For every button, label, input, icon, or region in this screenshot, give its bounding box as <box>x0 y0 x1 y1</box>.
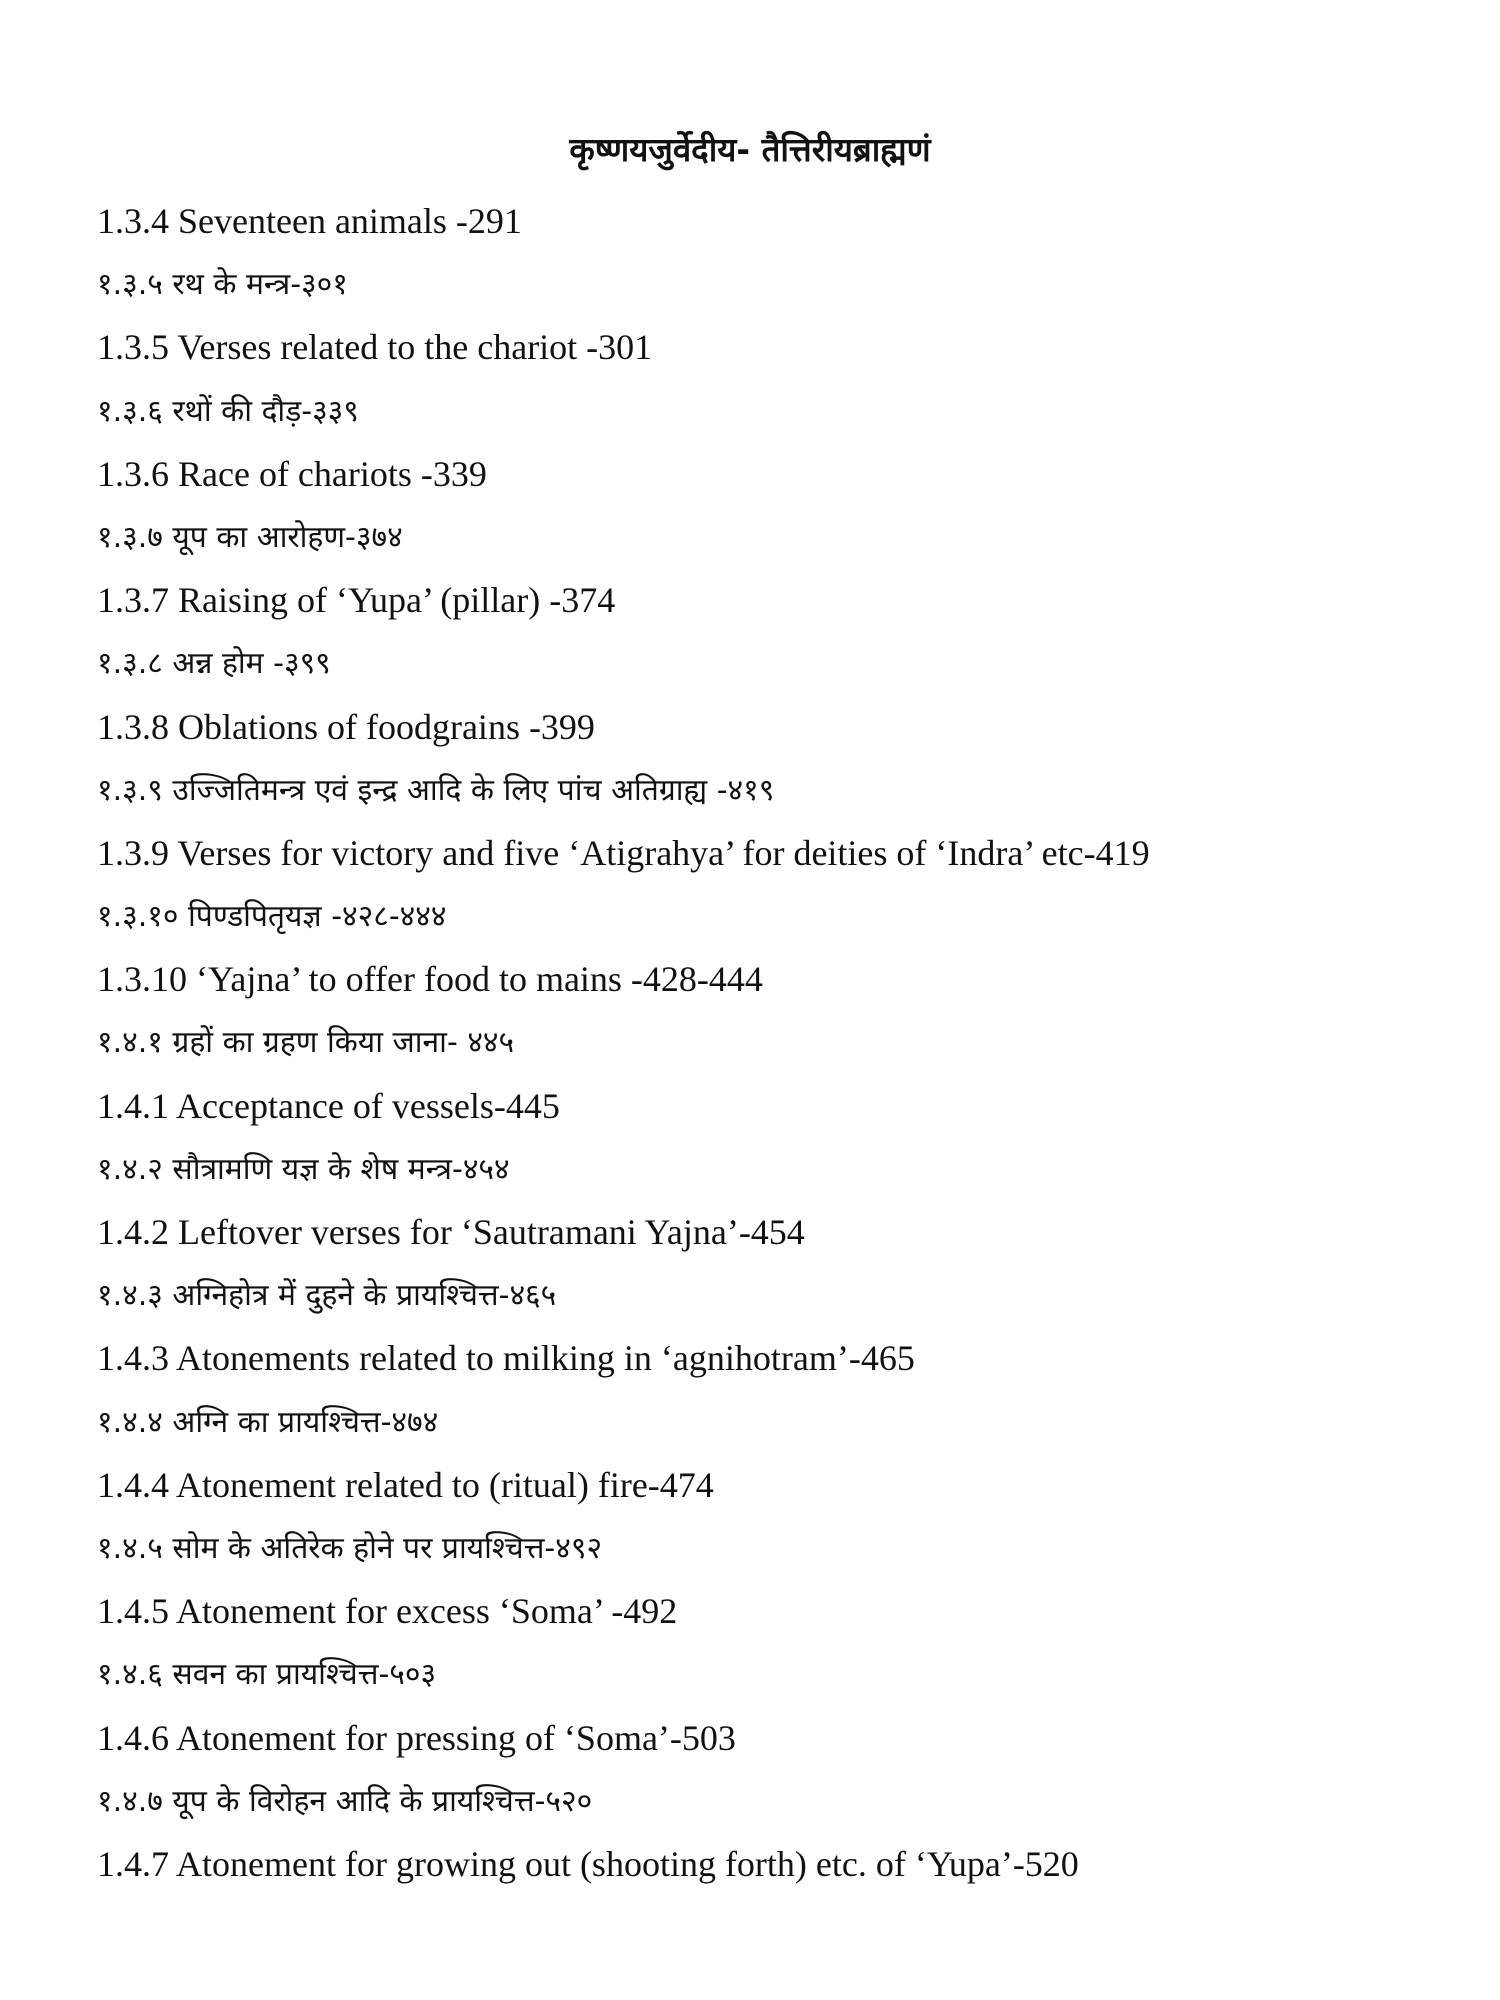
list-item: १.४.१ ग्रहों का ग्रहण किया जाना- ४४५ <box>97 1025 515 1061</box>
list-item: १.४.७ यूप के विरोहन आदि के प्रायश्चित्त-५२० <box>97 1783 593 1819</box>
list-item: 1.3.7 Raising of ‘Yupa’ (pillar) -374 <box>97 580 616 621</box>
list-item: १.३.८ अन्न होम -३९९ <box>97 646 331 682</box>
list-item: 1.3.4 Seventeen animals -291 <box>97 201 522 241</box>
list-item: 1.4.3 Atonements related to milking in ‘agnihotram’-465 <box>97 1338 915 1379</box>
list-item: 1.4.2 Leftover verses for ‘Sautramani Yajna’-454 <box>97 1212 805 1252</box>
list-item: १.३.७ यूप का आरोहण-३७४ <box>97 519 403 555</box>
list-item: १.४.५ सोम के अतिरेक होने पर प्रायश्चित्त-४९२ <box>97 1530 603 1566</box>
list-item: १.४.६ सवन का प्रायश्चित्त-५०३ <box>97 1657 437 1693</box>
list-item: १.३.५ रथ के मन्त्र-३०१ <box>97 267 348 303</box>
list-item: 1.4.4 Atonement related to (ritual) fire-474 <box>97 1464 714 1505</box>
list-item: १.४.३ अग्निहोत्र में दुहने के प्रायश्चित्त-४६५ <box>97 1278 557 1314</box>
entry-list <box>97 190 1477 1896</box>
list-item: १.३.९ उज्जितिमन्त्र एवं इन्द्र आदि के लिए पांच अतिग्राह्य -४१९ <box>97 772 775 808</box>
list-item: 1.3.10 ‘Yajna’ to offer food to mains -428-444 <box>97 959 763 1000</box>
list-item: 1.4.6 Atonement for pressing of ‘Soma’-503 <box>97 1717 736 1758</box>
list-item: 1.4.1 Acceptance of vessels-445 <box>97 1085 560 1126</box>
list-item: 1.4.5 Atonement for excess ‘Soma’ -492 <box>97 1591 678 1632</box>
list-item: १.३.६ रथों की दौड़-३३९ <box>97 393 359 429</box>
list-item: 1.4.7 Atonement for growing out (shooting forth) etc. of ‘Yupa’-520 <box>97 1843 1079 1884</box>
list-item: 1.3.5 Verses related to the chariot -301 <box>97 327 653 368</box>
list-item: १.४.४ अग्नि का प्रायश्चित्त-४७४ <box>97 1404 439 1440</box>
list-item: १.३.१० पिण्डपितृयज्ञ -४२८-४४४ <box>97 899 447 935</box>
list-item: 1.3.9 Verses for victory and five ‘Atigrahya’ for deities of ‘Indra’ etc-419 <box>97 832 1150 873</box>
list-item: १.४.२ सौत्रामणि यज्ञ के शेष मन्त्र-४५४ <box>97 1151 510 1187</box>
list-item: 1.3.8 Oblations of foodgrains -399 <box>97 706 595 747</box>
page-title: कृष्णयजुर्वेदीय- तैत्तिरीयब्राह्मणं <box>569 130 931 169</box>
list-item: 1.3.6 Race of chariots -339 <box>97 453 487 494</box>
